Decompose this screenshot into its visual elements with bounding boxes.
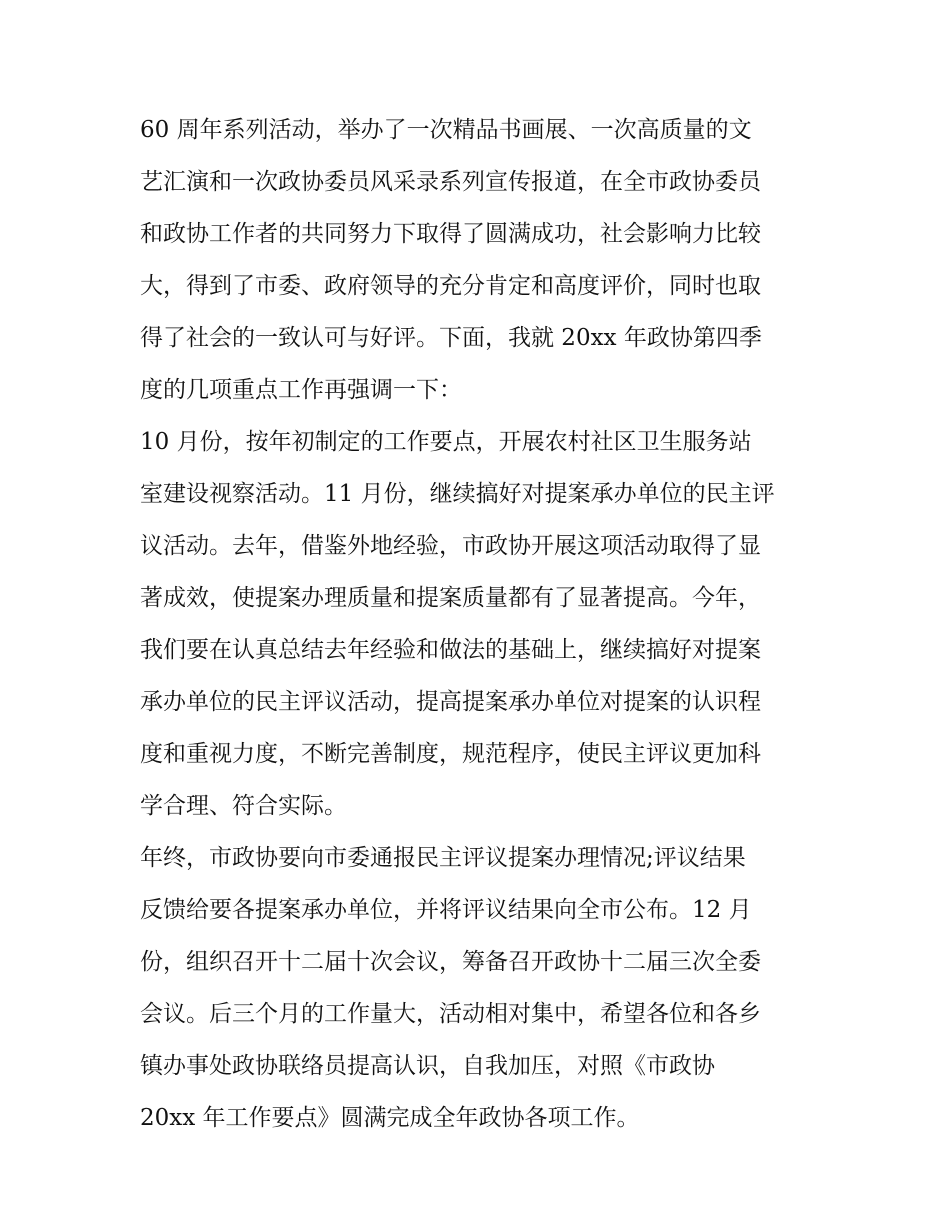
text-line: 60 周年系列活动，举办了一次精品书画展、一次高质量的文: [140, 117, 752, 143]
text-line: 学合理、符合实际。: [140, 793, 347, 819]
document-body: [140, 104, 820, 1144]
text-line: 度和重视力度，不断完善制度，规范程序，使民主评议更加科: [140, 741, 761, 767]
text-line: 反馈给要各提案承办单位，并将评议结果向全市公布。12 月: [140, 897, 752, 923]
text-line: 和政协工作者的共同努力下取得了圆满成功，社会影响力比较: [140, 221, 761, 247]
text-line: 10 月份，按年初制定的工作要点，开展农村社区卫生服务站: [140, 429, 752, 455]
text-line: 承办单位的民主评议活动，提高提案承办单位对提案的认识程: [140, 689, 761, 715]
text-line: 20xx 年工作要点》圆满完成全年政协各项工作。: [140, 1105, 640, 1131]
text-line: 得了社会的一致认可与好评。下面，我就 20xx 年政协第四季: [140, 325, 762, 351]
text-line: 室建设视察活动。11 月份，继续搞好对提案承办单位的民主评: [140, 481, 775, 507]
text-line: 大，得到了市委、政府领导的充分肯定和高度评价，同时也取: [140, 273, 761, 299]
text-line: 著成效，使提案办理质量和提案质量都有了显著提高。今年，: [140, 585, 761, 611]
text-line: 年终，市政协要向市委通报民主评议提案办理情况;评议结果: [140, 845, 746, 871]
text-line: 我们要在认真总结去年经验和做法的基础上，继续搞好对提案: [140, 637, 761, 663]
text-line: 镇办事处政协联络员提高认识，自我加压，对照《市政协: [140, 1053, 715, 1079]
text-line: 艺汇演和一次政协委员风采录系列宣传报道，在全市政协委员: [140, 169, 761, 195]
text-line: 会议。后三个月的工作量大，活动相对集中，希望各位和各乡: [140, 1001, 761, 1027]
text-line: 度的几项重点工作再强调一下：: [140, 377, 462, 403]
text-line: 份，组织召开十二届十次会议，筹备召开政协十二届三次全委: [140, 949, 761, 975]
text-line: 议活动。去年，借鉴外地经验，市政协开展这项活动取得了显: [140, 533, 761, 559]
